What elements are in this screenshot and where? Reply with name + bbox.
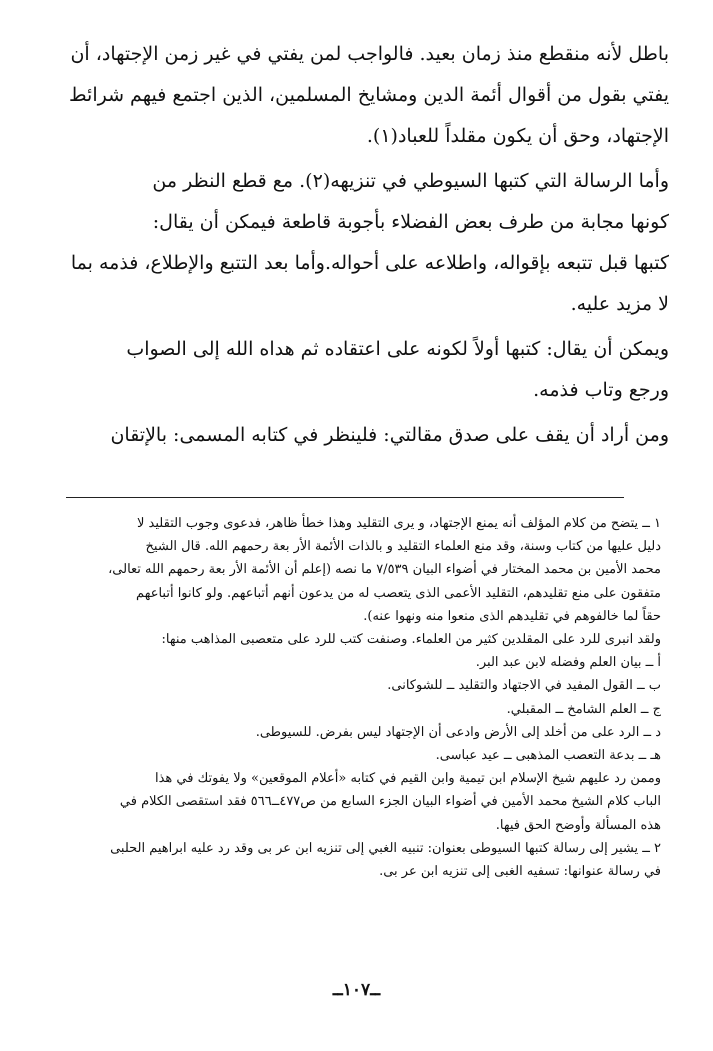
- footnote-line: الباب كلام الشيخ محمد الأمين في أضواء البيان الجزء السابع من ص٤٧٧ــ٥٦٦ فقد استقصى الكلام في: [119, 794, 661, 810]
- footnote-line: د ــ الرد على من أخلد إلى الأرض وادعى أن الإجتهاد ليس بفرض. للسيوطى.: [255, 724, 661, 740]
- footnote-line: ٢ ــ يشير إلى رسالة كتبها السيوطى بعنوان: تنبيه الغبي إلى تنزيه ابن عر بى وقد رد عليه ابراهيم الحلبى: [110, 840, 661, 856]
- main-text-line: كتبها قبل تتبعه بإقواله، واطلاعه على أحواله.وأما بعد التتبع والإطلاع، فذمه بما: [70, 252, 669, 274]
- footnote-line: دليل عليها من كتاب وسنة، وقد منع العلماء التقليد و بالذات الأئمة الأر بعة رحمهم الله. قال الشيخ: [145, 539, 661, 555]
- main-text-line: وأما الرسالة التي كتبها السيوطي في تنزيهه(٢). مع قطع النظر من: [152, 170, 669, 192]
- footnote-line: أ ــ بيان العلم وفضله لابن عبد البر.: [475, 655, 661, 671]
- footnotes: [36, 512, 661, 883]
- footnote-line: هـ ــ بدعة التعصب المذهبى ــ عيد عباسى.: [435, 748, 661, 764]
- footnote-line: حقاً لما خالفوهم في تقليدهم الذى منعوا منه ونهوا عنه).: [363, 608, 661, 624]
- main-text-line: ومن أراد أن يقف على صدق مقالتي: فلينظر في كتابه المسمى: بالإتقان: [110, 424, 669, 446]
- footnote-line: في رسالة عنوانها: تسفيه الغبى إلى تنزيه ابن عر بى.: [379, 864, 661, 880]
- main-text: [36, 34, 669, 456]
- footnote-line: محمد الأمين بن محمد المختار في أضواء البيان ٧/٥٣٩ ما نصه (إعلم أن الأئمة الأر بعة رحمهم الله تعالى،: [108, 562, 661, 578]
- footnote-line: متفقون على منع تقليدهم، التقليد الأعمى الذى يتعصب له من يدعون أنهم أتباعهم. ولو كانوا أتباعهم: [136, 585, 661, 601]
- main-text-line: ويمكن أن يقال: كتبها أولاً لكونه على اعتقاده ثم هداه الله إلى الصواب: [126, 338, 669, 360]
- footnote-line: هذه المسألة وأوضح الحق فيها.: [495, 817, 661, 833]
- main-text-line: ورجع وتاب فذمه.: [533, 379, 669, 401]
- main-text-line: باطل لأنه منقطع منذ زمان بعيد. فالواجب لمن يفتي في غير زمن الإجتهاد، أن: [70, 43, 669, 65]
- footnote-line: وممن رد عليهم شيخ الإسلام ابن تيمية وابن القيم في كتابه «أعلام الموقعين» ولا يفوتك في هذا: [154, 771, 661, 787]
- main-text-line: لا مزيد عليه.: [570, 293, 669, 315]
- main-text-line: كونها مجابة من طرف بعض الفضلاء بأجوبة قاطعة فيمكن أن يقال:: [152, 211, 669, 233]
- main-text-line: يفتي بقول من أقوال أئمة الدين ومشايخ المسلمين، الذين اجتمع فيهم شرائط: [69, 84, 669, 106]
- footnote-line: ١ ــ يتضح من كلام المؤلف أنه يمنع الإجتهاد، و يرى التقليد وهذا خطأ ظاهر، فدعوى وجوب التقليد لا: [137, 516, 661, 531]
- footnote-line: ج ــ العلم الشامخ ــ المقبلي.: [506, 701, 661, 717]
- footnote-separator: [66, 497, 624, 498]
- page-number: ــ١٠٧ــ: [332, 980, 381, 1000]
- main-text-line: الإجتهاد، وحق أن يكون مقلداً للعباد(١).: [366, 125, 669, 147]
- footnote-line: ب ــ القول المفيد في الاجتهاد والتقليد ــ للشوكانى.: [387, 678, 661, 694]
- footnote-line: ولقد انبرى للرد على المقلدين كثير من العلماء. وصنفت كتب للرد على متعصبى المذاهب منها:: [161, 632, 661, 648]
